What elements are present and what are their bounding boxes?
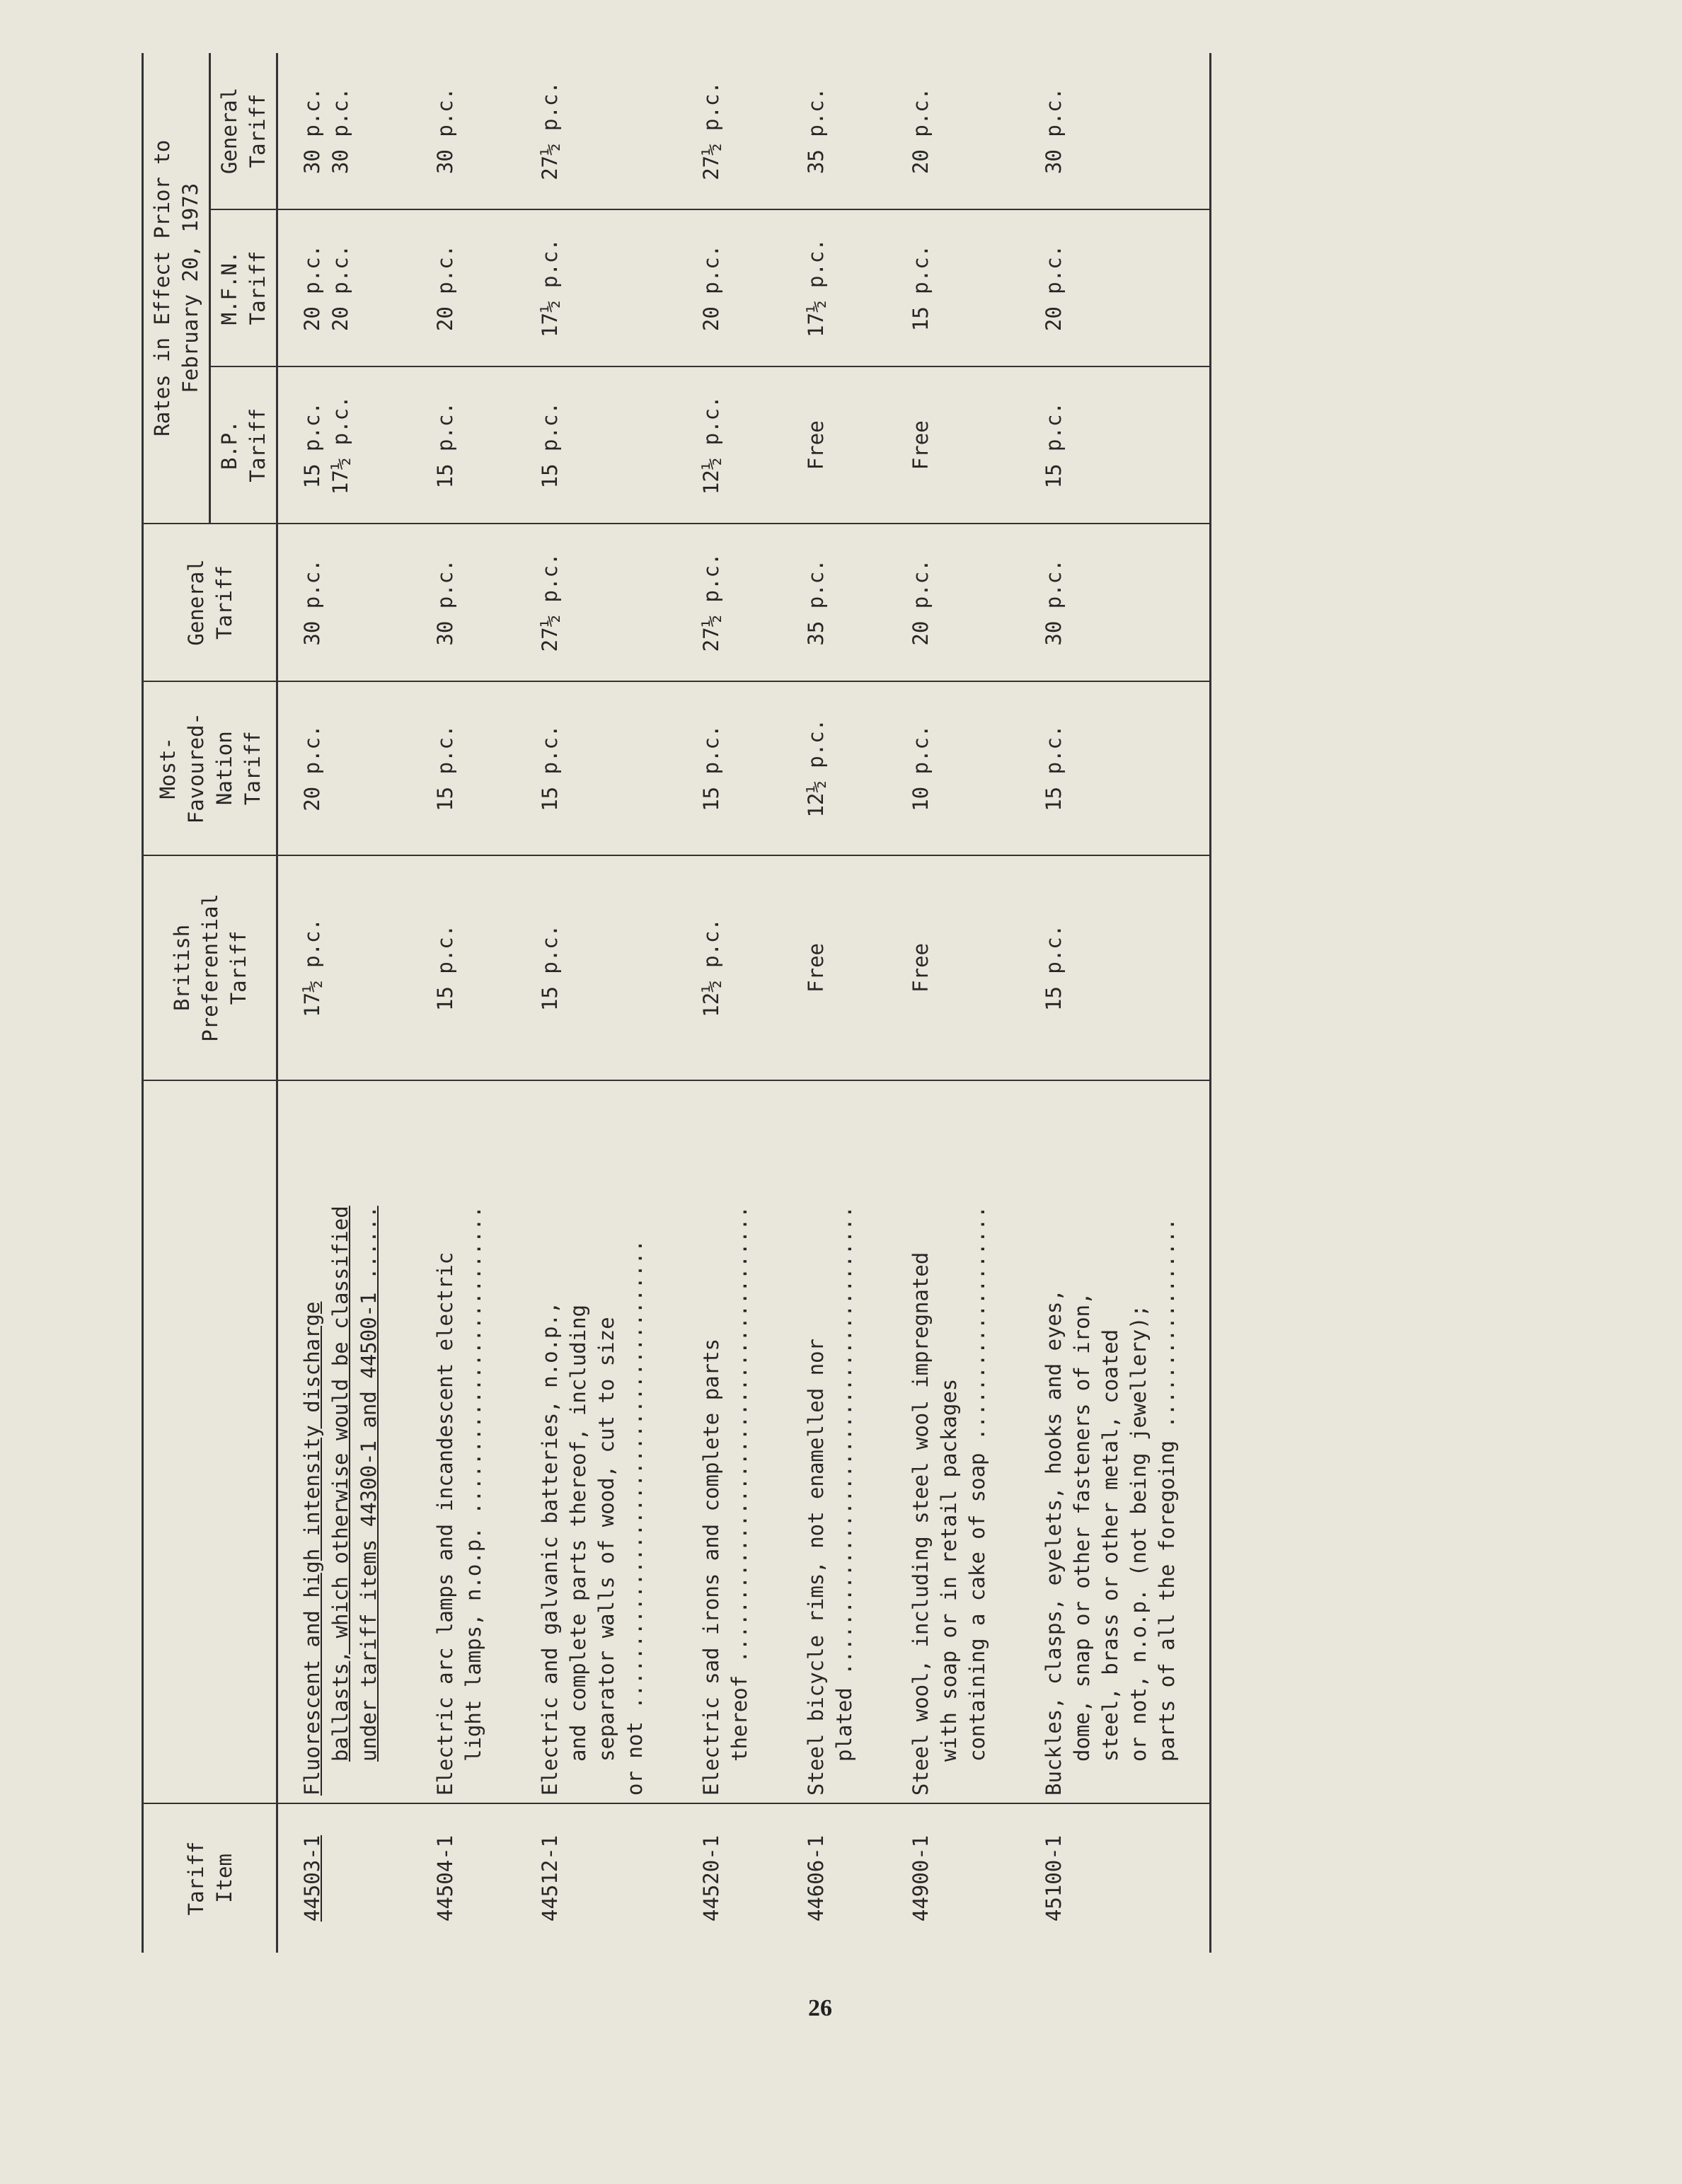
description-line: Steel wool, including steel wool impregnated — [909, 1252, 933, 1796]
prior-general-rate: 27½ p.c. — [699, 81, 723, 180]
general-rate: 30 p.c. — [277, 524, 412, 681]
mfn-rate: 20 p.c. — [277, 681, 412, 855]
bp-rate: 17½ p.c. — [277, 855, 412, 1080]
prior-mfn-rate: 15 p.c. — [887, 209, 1020, 366]
table-row — [887, 53, 1020, 1953]
col-prior-general: General Tariff — [210, 53, 277, 209]
prior-bp-rate: 15 p.c. — [411, 366, 516, 524]
tariff-item-code: 44504-1 — [411, 1803, 516, 1953]
general-rate: 35 p.c. — [782, 524, 887, 681]
mfn-rate: 15 p.c. — [1020, 681, 1211, 855]
mfn-rate: 15 p.c. — [677, 681, 782, 855]
col-group-prior-rates: Rates in Effect Prior to February 20, 1973 — [143, 53, 210, 524]
col-british-preferential: British Preferential Tariff — [143, 855, 277, 1080]
general-rate: 30 p.c. — [1020, 524, 1211, 681]
prior-bp-rate: Free — [887, 366, 1020, 524]
general-rate: 27½ p.c. — [516, 524, 677, 681]
prior-general-rate: 30 p.c. — [1042, 87, 1066, 175]
bp-rate: 12½ p.c. — [677, 855, 782, 1080]
item-description — [887, 1080, 1020, 1803]
table-row — [782, 53, 887, 1953]
rotated-tariff-table — [142, 53, 1486, 1953]
description-line: Electric sad irons and complete parts — [699, 1338, 723, 1796]
table-row — [411, 53, 516, 1953]
description-line: steel, brass or other metal, coated — [1098, 1329, 1122, 1762]
mfn-rate: 15 p.c. — [411, 681, 516, 855]
prior-bp-rate: 15 p.c. — [1020, 366, 1211, 524]
general-rate: 30 p.c. — [411, 524, 516, 681]
col-most-favoured-nation: Most- Favoured- Nation Tariff — [143, 681, 277, 855]
description-line: with soap or in retail packages — [937, 1378, 961, 1762]
prior-general-rate: 27½ p.c. — [538, 81, 562, 180]
description-line: containing a cake of soap ................... — [965, 1206, 989, 1762]
table-row — [277, 53, 412, 1953]
tariff-item-code: 45100-1 — [1020, 1803, 1211, 1953]
table-row — [677, 53, 782, 1953]
col-description — [143, 1080, 277, 1803]
description-line: Electric and galvanic batteries, n.o.p., — [538, 1301, 562, 1796]
mfn-rate: 12½ p.c. — [782, 681, 887, 855]
description-line: or not, n.o.p. (not being jewellery); — [1127, 1304, 1151, 1762]
prior-general-rate: 35 p.c. — [804, 87, 828, 175]
description-line: dome, snap or other fasteners of iron, — [1070, 1292, 1094, 1762]
col-prior-bp: B.P. Tariff — [210, 366, 277, 524]
description-line: and complete parts thereof, including — [566, 1304, 590, 1762]
description-line: Electric arc lamps and incandescent electric — [433, 1252, 457, 1796]
description-line: separator walls of wood, cut to size — [594, 1317, 618, 1762]
col-tariff-item: Tariff Item — [143, 1803, 277, 1953]
prior-mfn-rate: 20 p.c. — [677, 209, 782, 366]
tariff-item-code: 44512-1 — [516, 1803, 677, 1953]
description-line: Fluorescent and high intensity discharge — [300, 1301, 324, 1796]
general-rate: 20 p.c. — [887, 524, 1020, 681]
tariff-item-code: 44520-1 — [677, 1803, 782, 1953]
mfn-rate: 10 p.c. — [887, 681, 1020, 855]
bp-rate: 15 p.c. — [1020, 855, 1211, 1080]
tariff-table — [142, 53, 1211, 1953]
table-body — [277, 53, 1211, 1953]
prior-bp-rate: 15 p.c. 17½ p.c. — [277, 366, 412, 524]
prior-mfn-rate: 17½ p.c. — [782, 209, 887, 366]
prior-general-rate: 20 p.c. — [909, 87, 933, 175]
prior-bp-rate: 15 p.c. — [516, 366, 677, 524]
item-description — [677, 1080, 782, 1803]
prior-mfn-rate: 17½ p.c. — [516, 209, 677, 366]
description-line: ballasts, which otherwise would be classified — [328, 1206, 352, 1762]
tariff-item-code: 44606-1 — [782, 1803, 887, 1953]
prior-bp-rate: 12½ p.c. — [677, 366, 782, 524]
bp-rate: Free — [782, 855, 887, 1080]
tariff-item-code: 44900-1 — [887, 1803, 1020, 1953]
col-general-tariff: General Tariff — [143, 524, 277, 681]
page-number: 26 — [808, 1995, 832, 2021]
item-description — [1020, 1080, 1211, 1803]
item-description — [411, 1080, 516, 1803]
description-line: or not ...................................... — [623, 1240, 647, 1796]
bp-rate: 15 p.c. — [411, 855, 516, 1080]
item-description — [516, 1080, 677, 1803]
prior-mfn-rate: 20 p.c. — [411, 209, 516, 366]
description-line: parts of all the foregoing ................. — [1155, 1218, 1179, 1762]
description-line: plated ...................................... — [832, 1206, 856, 1762]
bp-rate: 15 p.c. — [516, 855, 677, 1080]
general-rate: 27½ p.c. — [677, 524, 782, 681]
description-line: Steel bicycle rims, not enamelled nor — [804, 1338, 828, 1796]
prior-bp-rate: Free — [782, 366, 887, 524]
bp-rate: Free — [887, 855, 1020, 1080]
col-prior-mfn: M.F.N. Tariff — [210, 209, 277, 366]
item-description — [277, 1080, 412, 1803]
description-line: thereof ..................................... — [727, 1206, 751, 1762]
description-line: light lamps, n.o.p. ......................... — [461, 1206, 485, 1762]
prior-general-rate: 30 p.c. — [433, 87, 457, 175]
description-line: under tariff items 44300-1 and 44500-1 ...... — [357, 1206, 381, 1762]
item-description — [782, 1080, 887, 1803]
tariff-item-code: 44503-1 — [277, 1803, 412, 1953]
table-row — [516, 53, 677, 1953]
prior-mfn-rate: 20 p.c. — [1020, 209, 1211, 366]
description-line: Buckles, clasps, eyelets, hooks and eyes, — [1042, 1289, 1066, 1796]
prior-general-rate: 30 p.c. 30 p.c. — [300, 87, 352, 175]
mfn-rate: 15 p.c. — [516, 681, 677, 855]
table-row — [1020, 53, 1211, 1953]
prior-mfn-rate: 20 p.c. 20 p.c. — [277, 209, 412, 366]
